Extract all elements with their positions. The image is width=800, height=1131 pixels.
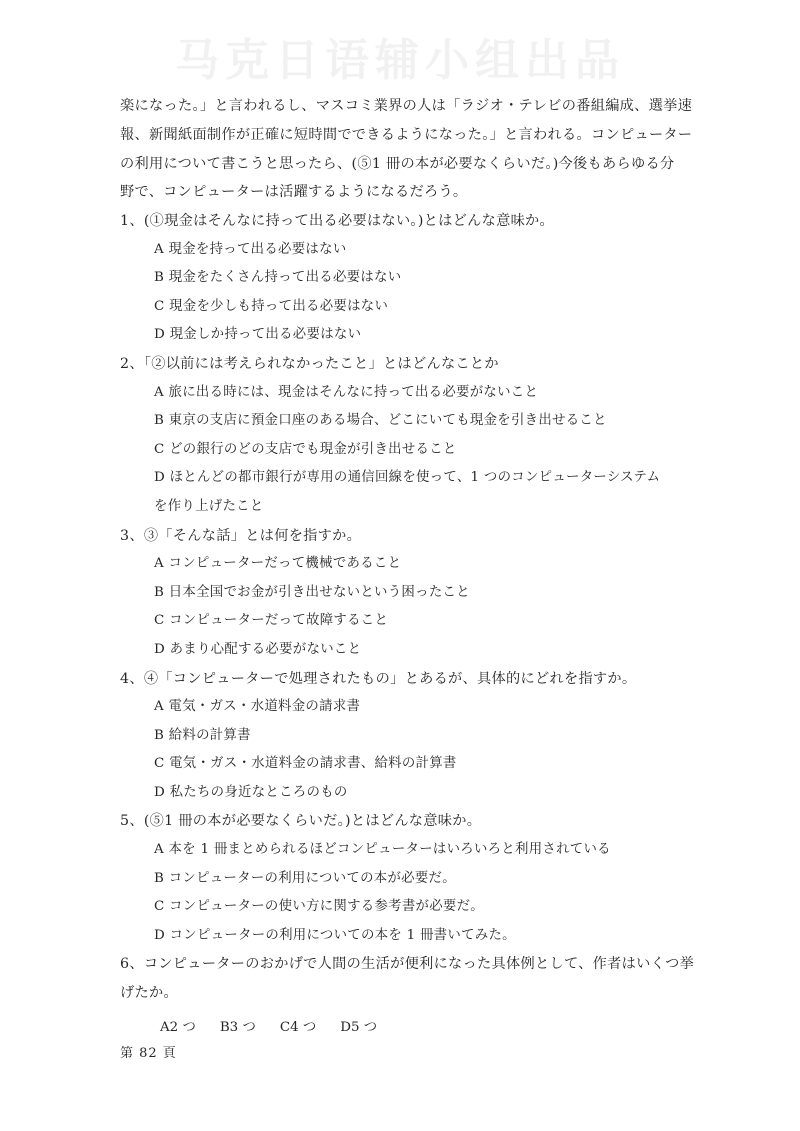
reading-passage — [120, 92, 693, 207]
answer-option[interactable]: B 日本全国でお金が引き出せないという困ったこと — [154, 584, 470, 600]
answer-option[interactable]: B 東京の支店に預金口座のある場合、どこにいても現金を引き出せること — [154, 413, 607, 429]
page-number: 第 82 頁 — [120, 1046, 177, 1061]
answer-option[interactable]: D 現金しか持って出る必要はない — [154, 327, 362, 343]
answer-option[interactable]: D あまり心配する必要がないこと — [154, 641, 362, 657]
passage-line: 野で、コンピューターは活躍するようになるだろう。 — [120, 184, 468, 201]
passage-line: 楽になった。」と言われるし、マスコミ業界の人は「ラジオ・テレビの番組編成、選挙速 — [120, 98, 693, 114]
answer-option[interactable]: C どの銀行のどの支店でも現金が引き出せること — [154, 441, 457, 457]
answer-option[interactable]: D5 つ — [340, 1019, 378, 1035]
answer-option[interactable]: D コンピューターの利用についての本を 1 冊書いてみた。 — [154, 927, 516, 943]
answer-option[interactable]: C 現金を少しも持って出る必要はない — [154, 298, 389, 314]
question-5 — [120, 807, 700, 950]
question-list — [120, 207, 700, 1042]
question-1 — [120, 207, 700, 350]
question-4 — [120, 665, 700, 808]
passage-line: の利用について書こうと思ったら、(⑤1 冊の本が必要なくらいだ。)今後もあらゆる分 — [120, 155, 675, 172]
watermark-title: 马克日语辅小组出品 — [175, 35, 625, 86]
question-stem: 4、④「コンピューターで処理されたもの」とあるが、具体的にどれを指すか。 — [120, 670, 637, 687]
answer-option[interactable]: C4 つ — [279, 1019, 317, 1035]
question-stem: 6、コンピューターのおかげで人間の生活が便利になった具体例として、作者はいくつ挙 — [120, 956, 695, 973]
question-stem-continuation: げたか。 — [120, 985, 178, 1002]
answer-option[interactable]: A 本を 1 冊まとめられるほどコンピューターはいろいろと利用されている — [154, 842, 611, 858]
answer-option[interactable]: A コンピューターだって機械であること — [154, 556, 402, 572]
answer-option[interactable]: D 私たちの身近なところのもの — [154, 784, 348, 800]
answer-option[interactable]: A 旅に出る時には、現金はそんなに持って出る必要がないこと — [154, 384, 539, 400]
question-stem: 1、(①現金はそんなに持って出る必要はない。)とはどんな意味か。 — [120, 213, 555, 229]
answer-option[interactable]: B3 つ — [219, 1019, 256, 1035]
question-stem: 3、③「そんな話」とは何を指すか。 — [120, 527, 362, 544]
answer-option[interactable]: B 現金をたくさん持って出る必要はない — [154, 270, 402, 286]
question-stem: 2、「②以前には考えられなかったこと」とはどんなことか — [120, 355, 499, 372]
answer-option[interactable]: A 電気・ガス・水道料金の請求書 — [154, 699, 361, 715]
question-6 — [120, 950, 700, 1042]
answer-option-continuation: を作り上げたこと — [154, 498, 264, 514]
answer-option[interactable]: B 給料の計算書 — [154, 727, 251, 743]
answer-option[interactable]: A 現金を持って出る必要はない — [154, 241, 347, 257]
answer-option[interactable]: C コンピューターの使い方に関する参考書が必要だ。 — [154, 899, 484, 915]
question-2 — [120, 350, 700, 522]
answer-option[interactable]: D ほとんどの都市銀行が専用の通信回線を使って、1 つのコンピューターシステム — [154, 470, 661, 486]
answer-option[interactable]: C コンピューターだって故障すること — [154, 613, 389, 629]
answer-option[interactable]: A2 つ — [160, 1019, 196, 1035]
answer-option[interactable]: B コンピューターの利用についての本が必要だ。 — [154, 870, 456, 886]
question-stem: 5、(⑤1 冊の本が必要なくらいだ。)とはどんな意味か。 — [120, 813, 482, 830]
answer-option[interactable]: C 電気・ガス・水道料金の請求書、給料の計算書 — [154, 756, 457, 772]
passage-line: 報、新聞紙面制作が正確に短時間でできるようになった。」と言われる。コンピューター — [120, 126, 693, 143]
question-3 — [120, 522, 700, 665]
inline-answer-options — [160, 1014, 700, 1043]
